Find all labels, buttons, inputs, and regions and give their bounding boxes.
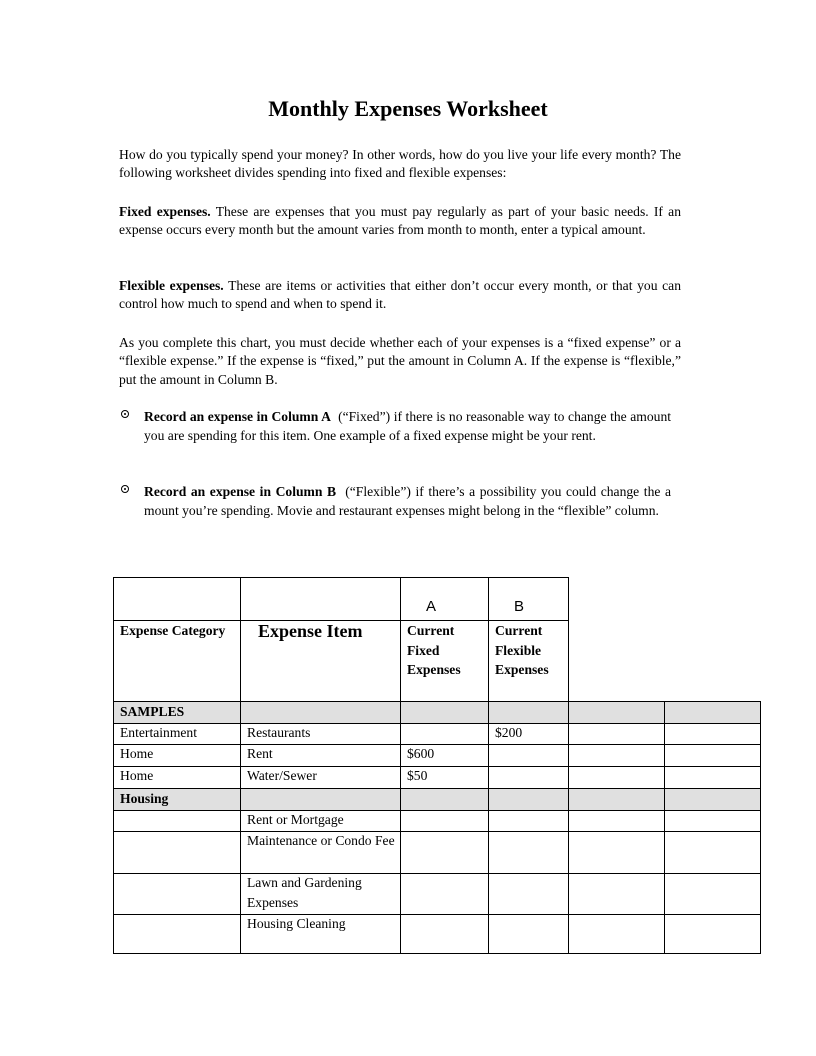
intro-paragraph: How do you typically spend your money? In other words, how do you live your life every month? The following worksheet divides spending into fixed and flexible expenses:	[119, 147, 681, 181]
table-row-divider	[113, 766, 761, 767]
table-cell-flexible: $200	[495, 725, 523, 740]
table-cell-item: Restaurants	[247, 725, 311, 740]
table-row-divider	[113, 831, 761, 832]
column-a-letter: A	[426, 598, 437, 615]
bullet-bold: Record an expense in Column A	[144, 409, 331, 424]
column-b-letter: B	[514, 598, 525, 615]
table-row-divider	[113, 788, 761, 789]
header-current-flexible: Current Flexible Expenses	[495, 623, 549, 677]
table-cell-item: Water/Sewer	[247, 768, 317, 783]
table-cell-item: Maintenance or Condo Fee	[247, 833, 395, 848]
table-cell-item: Lawn and Gardening Expenses	[247, 875, 362, 910]
table-cell-category: Home	[120, 746, 154, 761]
table-cell-category: SAMPLES	[120, 704, 185, 719]
table-row-divider	[113, 723, 761, 724]
flexible-expenses-text: These are items or activities that either don’t occur every month, or that you can control how much to spend and when to spend it.	[119, 278, 681, 312]
table-cell-fixed: $600	[407, 746, 435, 761]
instructions-paragraph: As you complete this chart, you must decide whether each of your expenses is a “fixed expense” or a “flexible expense.” If the expense is “fixed,” put the amount in Column A. If the expense is “flexible,” put the amount in Column B.	[119, 335, 681, 387]
header-expense-item: Expense Item	[258, 621, 363, 641]
table-border-top	[113, 577, 569, 578]
table-border-right	[760, 701, 761, 954]
page-title: Monthly Expenses Worksheet	[268, 96, 548, 121]
fixed-expenses-text: These are expenses that you must pay regularly as part of your basic needs. If an expense occurs every month but the amount varies from month to month, enter a typical amount.	[119, 204, 681, 238]
flexible-expenses-label: Flexible expenses.	[119, 278, 224, 293]
table-border-bottom	[113, 953, 761, 954]
table-cell-item: Rent	[247, 746, 273, 761]
fixed-expenses-label: Fixed expenses.	[119, 204, 211, 219]
table-row-divider	[113, 873, 761, 874]
header-current-fixed: Current Fixed Expenses	[407, 623, 461, 677]
table-cell-category: Home	[120, 768, 154, 783]
table-col-divider	[664, 701, 665, 954]
table-row-divider	[113, 914, 761, 915]
table-cell-item: Housing Cleaning	[247, 916, 346, 931]
table-row-divider	[113, 744, 761, 745]
table-row-divider	[113, 810, 761, 811]
bullet-text: (“Fixed”) if there is no reasonable way to change the amount you are spending for this item. One example of a fixed expense might be your rent.	[144, 409, 672, 443]
table-cell-category: Housing	[120, 791, 169, 806]
table-cell-item: Rent or Mortgage	[247, 812, 344, 827]
table-cell-fixed: $50	[407, 768, 428, 783]
bullet-bold: Record an expense in Column B	[144, 484, 337, 499]
table-cell-category: Entertainment	[120, 725, 198, 740]
bullet-text: (“Flexible”) if there’s a possibility you could change the a mount you’re spending. Movie and restaurant expenses might belong in the “flexible” column.	[144, 484, 672, 518]
header-expense-category: Expense Category	[120, 623, 226, 638]
table-row-divider	[113, 701, 761, 702]
